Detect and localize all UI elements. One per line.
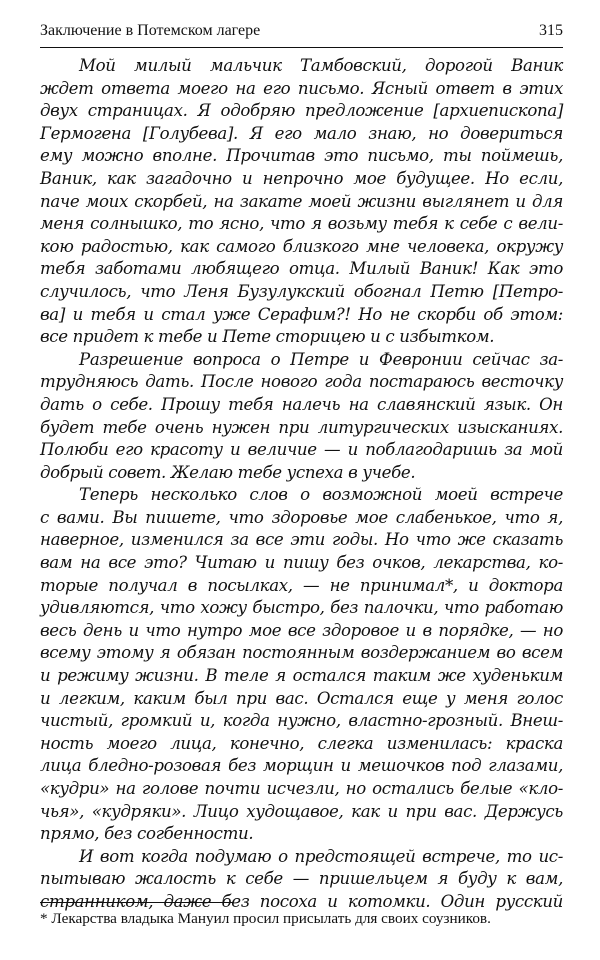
paragraph (40, 55, 563, 349)
text-line: весь день и что нутро мое все здоровое и в порядке, — но (40, 620, 563, 640)
header-rule (40, 47, 563, 48)
paragraph (40, 484, 563, 846)
text-line: странником, даже без посоха и котомки. Один русский (40, 891, 563, 911)
text-line: ность моего лица, конечно, слегка изменилась: краска (40, 733, 563, 753)
footnote: * Лекарства владыка Мануил просил присылать для своих соузников. (40, 910, 491, 927)
text-line: лица бледно-розовая без морщин и мешочков под глазами, (40, 756, 563, 776)
text-line: Ваник, как загадочно и непрочно мое будущее. Но если, (40, 168, 563, 188)
text-line: наверное, изменился за все эти годы. Но что же сказать (40, 530, 563, 550)
footnote-rule (40, 902, 233, 903)
text-line: И вот когда подумаю о предстоящей встрече, то ис- (79, 846, 563, 866)
text-line: дать о себе. Прошу тебя налечь на славянский язык. Он (40, 394, 563, 414)
text-line: Полюби его красоту и величие — и поблагодаришь за мой (40, 440, 563, 460)
chapter-title: Заключение в Потемском лагере (40, 22, 261, 39)
paragraph (40, 846, 563, 914)
text-line: ждет ответа моего на его письмо. Ясный ответ в этих (40, 78, 563, 98)
text-line: ему можно вполне. Прочитав это письмо, ты поймешь, (40, 146, 563, 166)
text-line: удивляются, что хожу быстро, без палочки, что работаю (40, 598, 563, 618)
text-line: трудняюсь дать. После нового года постараюсь весточку (40, 372, 563, 392)
text-line: вам на все это? Читаю и пишу без очков, лекарства, ко- (40, 553, 563, 573)
text-line: пытываю жалость к себе — пришельцем я буду к вам, (40, 869, 563, 889)
text-line: «кудри» на голове почти исчезли, но остались белые «кло- (40, 779, 563, 798)
text-line: прямо, без согбенности. (40, 824, 254, 844)
text-line: Разрешение вопроса о Петре и Февронии сейчас за- (79, 349, 563, 369)
text-line: Гермогена [Голубева]. Я его мало знаю, но довериться (40, 123, 563, 143)
text-line: Теперь несколько слов о возможной моей встрече (79, 485, 563, 505)
page-number: 315 (539, 22, 563, 39)
text-line: будет тебе очень нужен при литургических изысканиях. (40, 417, 563, 437)
text-line: меня солнышко, то ясно, что я возьму тебя к себе с вели- (40, 214, 563, 234)
text-line: паче моих скорбей, на закате моей жизни выглянет и для (40, 191, 563, 211)
text-line: с вами. Вы пишете, что здоровье мое слабенькое, что я, (40, 507, 563, 527)
text-line: чистый, громкий и, когда нужно, властно-грозный. Внеш- (40, 711, 563, 731)
body-text (40, 55, 563, 914)
text-line: добрый совет. Желаю тебе успеха в учебе. (40, 462, 416, 482)
text-line: чья», «кудряки». Лицо худощавое, как и при вас. Держусь (40, 801, 563, 821)
paragraph (40, 349, 563, 485)
text-line: торые получал в посылках, — не принимал*, и доктора (40, 575, 563, 595)
text-line: и легким, каким был при вас. Остался еще у меня голос (40, 688, 563, 708)
text-line: тебя заботами любящего отца. Милый Ваник! Как это (40, 259, 563, 279)
text-line: все придет к тебе и Пете сторицею и с избытком. (40, 327, 495, 347)
text-line: всему этому я обязан постоянным воздержанием во всем (40, 643, 563, 663)
text-line: и режиму жизни. В теле я остался таким же худеньким (40, 666, 563, 686)
text-line: ва] и тебя и стал уже Серафим?! Но не скорби об этом: (40, 304, 563, 324)
text-line: кою радостью, как самого близкого мне человека, окружу (40, 236, 563, 256)
running-head (40, 19, 563, 43)
text-line: случилось, что Леня Бузулукский обогнал Петю [Петро- (40, 281, 563, 301)
text-line: двух страницах. Я одобряю предложение [архиепископа] (40, 101, 563, 121)
text-line: Мой милый мальчик Тамбовский, дорогой Ваник (79, 56, 563, 75)
